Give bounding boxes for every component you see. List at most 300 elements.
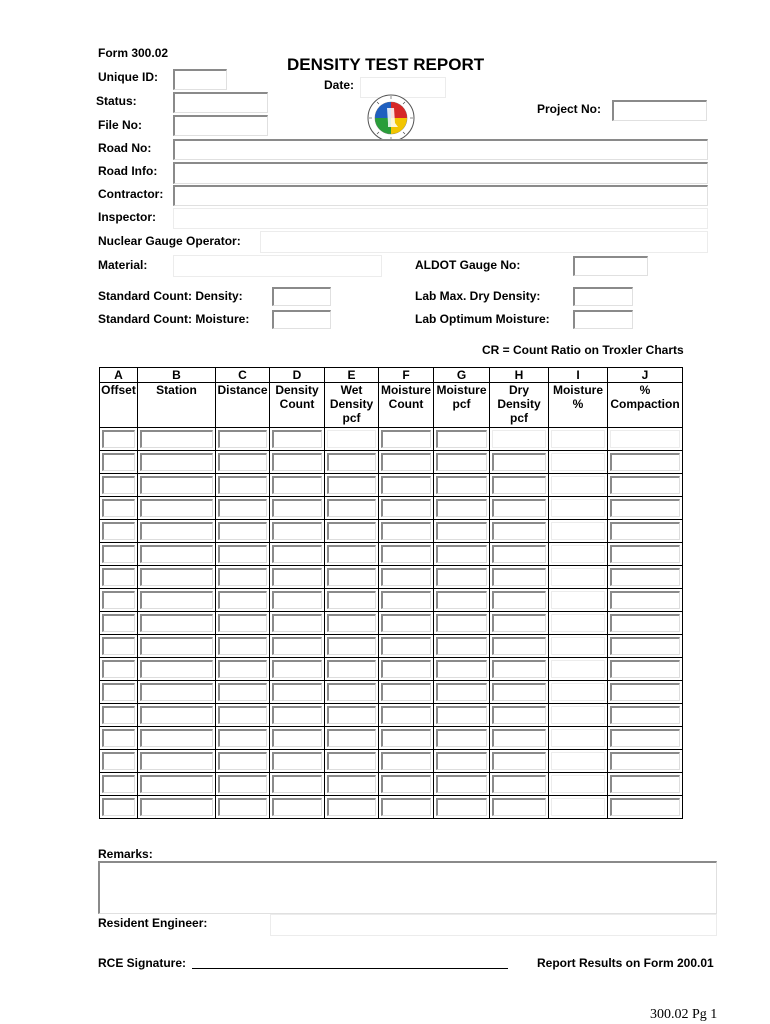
cell-input-j[interactable] bbox=[610, 568, 680, 586]
cell-input-a[interactable] bbox=[102, 499, 135, 517]
cell-input-f[interactable] bbox=[381, 453, 431, 471]
status-field[interactable] bbox=[173, 92, 268, 113]
cell-input-g[interactable] bbox=[436, 545, 487, 563]
cell-input-j[interactable] bbox=[610, 545, 680, 563]
cell-input-f[interactable] bbox=[381, 683, 431, 701]
cell-input-d[interactable] bbox=[272, 683, 322, 701]
lab-max-dry-density-label: Lab Max. Dry Density: bbox=[415, 289, 541, 303]
cell-input-i[interactable] bbox=[551, 683, 605, 701]
cell-input-b[interactable] bbox=[140, 660, 213, 678]
cell-input-b[interactable] bbox=[140, 591, 213, 609]
cell-input-d[interactable] bbox=[272, 591, 322, 609]
lab-optimum-moisture-field[interactable] bbox=[573, 310, 633, 329]
cell-input-j[interactable] bbox=[610, 775, 680, 793]
material-field[interactable] bbox=[173, 255, 382, 277]
column-header-f: Moisture Count bbox=[379, 383, 434, 428]
nuclear-gauge-operator-field[interactable] bbox=[260, 231, 708, 253]
cell-input-f[interactable] bbox=[381, 729, 431, 747]
cell-input-d[interactable] bbox=[272, 637, 322, 655]
aldot-gauge-no-field[interactable] bbox=[573, 256, 648, 276]
table-cell-d bbox=[270, 428, 325, 451]
cell-input-c[interactable] bbox=[218, 683, 267, 701]
cell-input-g[interactable] bbox=[436, 614, 487, 632]
column-letter-e: E bbox=[325, 368, 379, 383]
cell-input-e[interactable] bbox=[327, 660, 376, 678]
cell-input-e[interactable] bbox=[327, 568, 376, 586]
cell-input-i[interactable] bbox=[551, 522, 605, 540]
table-row bbox=[100, 451, 683, 474]
table-cell-f bbox=[379, 451, 434, 474]
table-cell-h bbox=[490, 589, 549, 612]
cell-input-j[interactable] bbox=[610, 522, 680, 540]
cell-input-d[interactable] bbox=[272, 729, 322, 747]
table-cell-h bbox=[490, 750, 549, 773]
table-row bbox=[100, 612, 683, 635]
column-header-b: Station bbox=[138, 383, 216, 428]
cell-input-d[interactable] bbox=[272, 499, 322, 517]
table-cell-f bbox=[379, 704, 434, 727]
cell-input-c[interactable] bbox=[218, 522, 267, 540]
cell-input-j[interactable] bbox=[610, 430, 680, 448]
cell-input-f[interactable] bbox=[381, 752, 431, 770]
table-cell-g bbox=[434, 681, 490, 704]
cell-input-c[interactable] bbox=[218, 476, 267, 494]
table-cell-e bbox=[325, 773, 379, 796]
cell-input-e[interactable] bbox=[327, 453, 376, 471]
table-cell-g bbox=[434, 612, 490, 635]
table-cell-i bbox=[549, 520, 608, 543]
cell-input-h[interactable] bbox=[492, 568, 546, 586]
column-letter-c: C bbox=[216, 368, 270, 383]
cell-input-g[interactable] bbox=[436, 706, 487, 724]
cell-input-g[interactable] bbox=[436, 798, 487, 816]
table-cell-d bbox=[270, 750, 325, 773]
cell-input-j[interactable] bbox=[610, 476, 680, 494]
cell-input-b[interactable] bbox=[140, 499, 213, 517]
cell-input-h[interactable] bbox=[492, 430, 546, 448]
cell-input-e[interactable] bbox=[327, 729, 376, 747]
cell-input-b[interactable] bbox=[140, 545, 213, 563]
table-cell-i bbox=[549, 497, 608, 520]
cell-input-h[interactable] bbox=[492, 706, 546, 724]
material-label: Material: bbox=[98, 258, 148, 272]
column-header-d: Density Count bbox=[270, 383, 325, 428]
cell-input-a[interactable] bbox=[102, 775, 135, 793]
cell-input-f[interactable] bbox=[381, 499, 431, 517]
table-cell-i bbox=[549, 474, 608, 497]
table-cell-i bbox=[549, 589, 608, 612]
cell-input-a[interactable] bbox=[102, 706, 135, 724]
cell-input-d[interactable] bbox=[272, 430, 322, 448]
rce-signature-line[interactable] bbox=[192, 968, 508, 969]
table-cell-h bbox=[490, 635, 549, 658]
page-title: DENSITY TEST REPORT bbox=[287, 55, 485, 74]
cell-input-a[interactable] bbox=[102, 453, 135, 471]
table-cell-h bbox=[490, 566, 549, 589]
cell-input-c[interactable] bbox=[218, 775, 267, 793]
table-cell-i bbox=[549, 543, 608, 566]
cell-input-j[interactable] bbox=[610, 637, 680, 655]
cell-input-e[interactable] bbox=[327, 706, 376, 724]
table-cell-f bbox=[379, 428, 434, 451]
table-cell-c bbox=[216, 750, 270, 773]
cell-input-i[interactable] bbox=[551, 637, 605, 655]
cell-input-j[interactable] bbox=[610, 729, 680, 747]
table-cell-c bbox=[216, 635, 270, 658]
cell-input-j[interactable] bbox=[610, 591, 680, 609]
cell-input-b[interactable] bbox=[140, 637, 213, 655]
table-cell-d bbox=[270, 612, 325, 635]
cell-input-j[interactable] bbox=[610, 798, 680, 816]
cell-input-i[interactable] bbox=[551, 591, 605, 609]
project-no-field[interactable] bbox=[612, 100, 707, 121]
table-cell-g bbox=[434, 727, 490, 750]
table-row bbox=[100, 543, 683, 566]
cell-input-g[interactable] bbox=[436, 775, 487, 793]
table-cell-i bbox=[549, 773, 608, 796]
cell-input-f[interactable] bbox=[381, 614, 431, 632]
cell-input-j[interactable] bbox=[610, 706, 680, 724]
cell-input-j[interactable] bbox=[610, 660, 680, 678]
cell-input-f[interactable] bbox=[381, 706, 431, 724]
cell-input-b[interactable] bbox=[140, 522, 213, 540]
table-cell-a bbox=[100, 612, 138, 635]
table-cell-j bbox=[608, 497, 683, 520]
table-cell-j bbox=[608, 750, 683, 773]
table-row bbox=[100, 520, 683, 543]
table-row bbox=[100, 497, 683, 520]
table-cell-j bbox=[608, 796, 683, 819]
cell-input-j[interactable] bbox=[610, 499, 680, 517]
cell-input-a[interactable] bbox=[102, 591, 135, 609]
cell-input-g[interactable] bbox=[436, 476, 487, 494]
table-cell-a bbox=[100, 635, 138, 658]
table-cell-b bbox=[138, 681, 216, 704]
cell-input-g[interactable] bbox=[436, 430, 487, 448]
cell-input-i[interactable] bbox=[551, 499, 605, 517]
resident-engineer-label: Resident Engineer: bbox=[98, 916, 208, 930]
file-no-label: File No: bbox=[98, 118, 142, 132]
cell-input-c[interactable] bbox=[218, 660, 267, 678]
cell-input-h[interactable] bbox=[492, 499, 546, 517]
cell-input-a[interactable] bbox=[102, 660, 135, 678]
file-no-field[interactable] bbox=[173, 115, 268, 136]
column-letter-a: A bbox=[100, 368, 138, 383]
table-cell-i bbox=[549, 727, 608, 750]
cell-input-d[interactable] bbox=[272, 522, 322, 540]
cell-input-f[interactable] bbox=[381, 568, 431, 586]
cell-input-h[interactable] bbox=[492, 683, 546, 701]
table-cell-h bbox=[490, 681, 549, 704]
cell-input-e[interactable] bbox=[327, 430, 376, 448]
cell-input-h[interactable] bbox=[492, 637, 546, 655]
cell-input-i[interactable] bbox=[551, 430, 605, 448]
cell-input-b[interactable] bbox=[140, 453, 213, 471]
cell-input-j[interactable] bbox=[610, 752, 680, 770]
cell-input-a[interactable] bbox=[102, 614, 135, 632]
cell-input-a[interactable] bbox=[102, 568, 135, 586]
cell-input-f[interactable] bbox=[381, 591, 431, 609]
table-cell-e bbox=[325, 428, 379, 451]
cell-input-d[interactable] bbox=[272, 752, 322, 770]
cell-input-f[interactable] bbox=[381, 798, 431, 816]
table-cell-g bbox=[434, 750, 490, 773]
table-cell-d bbox=[270, 681, 325, 704]
cell-input-a[interactable] bbox=[102, 752, 135, 770]
cell-input-h[interactable] bbox=[492, 522, 546, 540]
cell-input-d[interactable] bbox=[272, 660, 322, 678]
cell-input-e[interactable] bbox=[327, 637, 376, 655]
remarks-label: Remarks: bbox=[98, 847, 153, 861]
std-count-density-field[interactable] bbox=[272, 287, 331, 306]
cell-input-c[interactable] bbox=[218, 545, 267, 563]
table-cell-d bbox=[270, 658, 325, 681]
cell-input-d[interactable] bbox=[272, 706, 322, 724]
table-cell-e bbox=[325, 796, 379, 819]
table-cell-h bbox=[490, 497, 549, 520]
table-cell-g bbox=[434, 773, 490, 796]
cell-input-c[interactable] bbox=[218, 453, 267, 471]
table-cell-b bbox=[138, 612, 216, 635]
cell-input-b[interactable] bbox=[140, 476, 213, 494]
table-row bbox=[100, 658, 683, 681]
cell-input-g[interactable] bbox=[436, 568, 487, 586]
table-cell-b bbox=[138, 773, 216, 796]
table-cell-j bbox=[608, 474, 683, 497]
table-cell-j bbox=[608, 727, 683, 750]
cell-input-h[interactable] bbox=[492, 729, 546, 747]
table-row bbox=[100, 727, 683, 750]
cell-input-d[interactable] bbox=[272, 568, 322, 586]
contractor-field[interactable] bbox=[173, 185, 708, 206]
cell-input-i[interactable] bbox=[551, 706, 605, 724]
table-cell-i bbox=[549, 428, 608, 451]
cell-input-e[interactable] bbox=[327, 775, 376, 793]
cell-input-g[interactable] bbox=[436, 683, 487, 701]
table-cell-j bbox=[608, 451, 683, 474]
cell-input-f[interactable] bbox=[381, 476, 431, 494]
cell-input-f[interactable] bbox=[381, 545, 431, 563]
page-footer: 300.02 Pg 1 bbox=[650, 1007, 718, 1022]
cell-input-c[interactable] bbox=[218, 568, 267, 586]
cell-input-h[interactable] bbox=[492, 476, 546, 494]
cell-input-e[interactable] bbox=[327, 522, 376, 540]
cell-input-e[interactable] bbox=[327, 683, 376, 701]
table-cell-d bbox=[270, 796, 325, 819]
table-cell-i bbox=[549, 681, 608, 704]
cell-input-i[interactable] bbox=[551, 568, 605, 586]
table-row bbox=[100, 681, 683, 704]
cell-input-a[interactable] bbox=[102, 522, 135, 540]
table-cell-j bbox=[608, 612, 683, 635]
cell-input-b[interactable] bbox=[140, 706, 213, 724]
cell-input-c[interactable] bbox=[218, 729, 267, 747]
cell-input-g[interactable] bbox=[436, 660, 487, 678]
cell-input-e[interactable] bbox=[327, 476, 376, 494]
table-cell-d bbox=[270, 497, 325, 520]
cell-input-d[interactable] bbox=[272, 545, 322, 563]
cell-input-j[interactable] bbox=[610, 683, 680, 701]
cell-input-e[interactable] bbox=[327, 614, 376, 632]
cell-input-h[interactable] bbox=[492, 660, 546, 678]
cell-input-f[interactable] bbox=[381, 660, 431, 678]
cell-input-c[interactable] bbox=[218, 614, 267, 632]
cell-input-e[interactable] bbox=[327, 499, 376, 517]
table-cell-d bbox=[270, 773, 325, 796]
project-no-label: Project No: bbox=[537, 102, 602, 116]
table-cell-d bbox=[270, 543, 325, 566]
table-cell-j bbox=[608, 566, 683, 589]
table-cell-a bbox=[100, 796, 138, 819]
cell-input-i[interactable] bbox=[551, 798, 605, 816]
cell-input-g[interactable] bbox=[436, 522, 487, 540]
cell-input-b[interactable] bbox=[140, 752, 213, 770]
cell-input-g[interactable] bbox=[436, 499, 487, 517]
table-cell-g bbox=[434, 543, 490, 566]
table-cell-c bbox=[216, 451, 270, 474]
table-row bbox=[100, 566, 683, 589]
column-header-j: % Compaction bbox=[608, 383, 683, 428]
cell-input-h[interactable] bbox=[492, 545, 546, 563]
table-cell-b bbox=[138, 451, 216, 474]
cell-input-e[interactable] bbox=[327, 798, 376, 816]
std-count-moisture-label: Standard Count: Moisture: bbox=[98, 312, 250, 326]
cell-input-h[interactable] bbox=[492, 453, 546, 471]
table-cell-d bbox=[270, 635, 325, 658]
cell-input-a[interactable] bbox=[102, 637, 135, 655]
std-count-moisture-field[interactable] bbox=[272, 310, 331, 329]
road-no-field[interactable] bbox=[173, 139, 708, 160]
table-cell-j bbox=[608, 635, 683, 658]
cell-input-i[interactable] bbox=[551, 660, 605, 678]
cell-input-g[interactable] bbox=[436, 591, 487, 609]
cell-input-d[interactable] bbox=[272, 453, 322, 471]
cell-input-a[interactable] bbox=[102, 430, 135, 448]
cell-input-i[interactable] bbox=[551, 614, 605, 632]
cell-input-h[interactable] bbox=[492, 775, 546, 793]
table-cell-g bbox=[434, 474, 490, 497]
cell-input-b[interactable] bbox=[140, 568, 213, 586]
cell-input-c[interactable] bbox=[218, 499, 267, 517]
table-cell-i bbox=[549, 635, 608, 658]
remarks-field[interactable] bbox=[98, 861, 717, 914]
table-cell-i bbox=[549, 566, 608, 589]
cell-input-a[interactable] bbox=[102, 729, 135, 747]
table-cell-e bbox=[325, 474, 379, 497]
cell-input-g[interactable] bbox=[436, 453, 487, 471]
cell-input-i[interactable] bbox=[551, 545, 605, 563]
cell-input-h[interactable] bbox=[492, 752, 546, 770]
table-cell-h bbox=[490, 727, 549, 750]
table-cell-i bbox=[549, 612, 608, 635]
cell-input-g[interactable] bbox=[436, 637, 487, 655]
table-cell-d bbox=[270, 520, 325, 543]
inspector-field[interactable] bbox=[173, 208, 708, 229]
cell-input-h[interactable] bbox=[492, 798, 546, 816]
table-cell-b bbox=[138, 589, 216, 612]
cell-input-h[interactable] bbox=[492, 591, 546, 609]
cell-input-f[interactable] bbox=[381, 430, 431, 448]
cell-input-c[interactable] bbox=[218, 637, 267, 655]
report-results-note: Report Results on Form 200.01 bbox=[537, 956, 714, 970]
table-cell-e bbox=[325, 612, 379, 635]
cell-input-h[interactable] bbox=[492, 614, 546, 632]
table-cell-f bbox=[379, 773, 434, 796]
cell-input-c[interactable] bbox=[218, 430, 267, 448]
cell-input-b[interactable] bbox=[140, 729, 213, 747]
cell-input-b[interactable] bbox=[140, 683, 213, 701]
cell-input-f[interactable] bbox=[381, 522, 431, 540]
cell-input-d[interactable] bbox=[272, 476, 322, 494]
cell-input-e[interactable] bbox=[327, 752, 376, 770]
cell-input-c[interactable] bbox=[218, 798, 267, 816]
cell-input-e[interactable] bbox=[327, 545, 376, 563]
cell-input-a[interactable] bbox=[102, 683, 135, 701]
cell-input-i[interactable] bbox=[551, 476, 605, 494]
cell-input-d[interactable] bbox=[272, 798, 322, 816]
resident-engineer-field[interactable] bbox=[270, 914, 717, 936]
table-cell-j bbox=[608, 520, 683, 543]
table-cell-f bbox=[379, 658, 434, 681]
table-cell-j bbox=[608, 589, 683, 612]
cell-input-f[interactable] bbox=[381, 637, 431, 655]
count-ratio-note: CR = Count Ratio on Troxler Charts bbox=[482, 343, 684, 357]
cell-input-c[interactable] bbox=[218, 752, 267, 770]
cell-input-g[interactable] bbox=[436, 729, 487, 747]
cell-input-c[interactable] bbox=[218, 706, 267, 724]
table-cell-j bbox=[608, 681, 683, 704]
table-cell-e bbox=[325, 635, 379, 658]
cell-input-b[interactable] bbox=[140, 798, 213, 816]
road-info-field[interactable] bbox=[173, 162, 708, 184]
table-cell-b bbox=[138, 566, 216, 589]
cell-input-f[interactable] bbox=[381, 775, 431, 793]
lab-optimum-moisture-label: Lab Optimum Moisture: bbox=[415, 312, 550, 326]
cell-input-b[interactable] bbox=[140, 775, 213, 793]
cell-input-i[interactable] bbox=[551, 453, 605, 471]
cell-input-a[interactable] bbox=[102, 798, 135, 816]
table-cell-c bbox=[216, 681, 270, 704]
column-header-a: Offset bbox=[100, 383, 138, 428]
table-cell-a bbox=[100, 543, 138, 566]
table-cell-j bbox=[608, 428, 683, 451]
cell-input-i[interactable] bbox=[551, 752, 605, 770]
cell-input-g[interactable] bbox=[436, 752, 487, 770]
cell-input-i[interactable] bbox=[551, 729, 605, 747]
column-header-i: Moisture % bbox=[549, 383, 608, 428]
cell-input-c[interactable] bbox=[218, 591, 267, 609]
cell-input-d[interactable] bbox=[272, 775, 322, 793]
unique-id-field[interactable] bbox=[173, 69, 227, 90]
density-test-table bbox=[99, 367, 683, 819]
cell-input-j[interactable] bbox=[610, 614, 680, 632]
cell-input-a[interactable] bbox=[102, 476, 135, 494]
cell-input-b[interactable] bbox=[140, 614, 213, 632]
column-header-h: Dry Density pcf bbox=[490, 383, 549, 428]
cell-input-i[interactable] bbox=[551, 775, 605, 793]
table-cell-g bbox=[434, 566, 490, 589]
cell-input-a[interactable] bbox=[102, 545, 135, 563]
table-row bbox=[100, 796, 683, 819]
cell-input-b[interactable] bbox=[140, 430, 213, 448]
cell-input-d[interactable] bbox=[272, 614, 322, 632]
lab-max-dry-density-field[interactable] bbox=[573, 287, 633, 306]
table-cell-g bbox=[434, 497, 490, 520]
cell-input-j[interactable] bbox=[610, 453, 680, 471]
table-cell-f bbox=[379, 796, 434, 819]
table-cell-b bbox=[138, 497, 216, 520]
cell-input-e[interactable] bbox=[327, 591, 376, 609]
